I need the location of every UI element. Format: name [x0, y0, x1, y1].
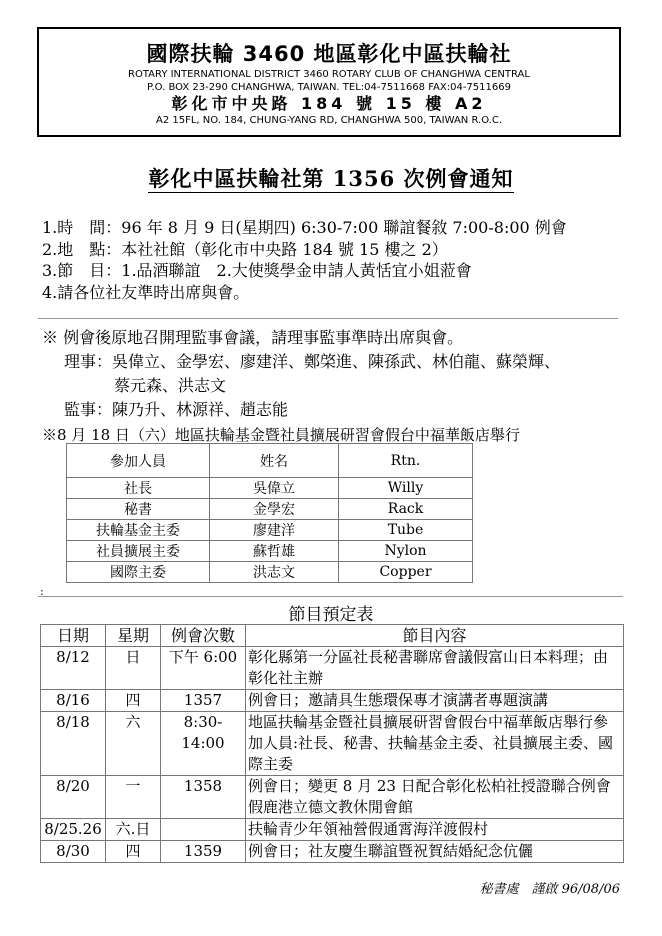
date-cell: 8/20 [41, 776, 106, 819]
board-memo [42, 326, 560, 422]
memo-line: ※ 例會後原地召開理監事會議，請理事監事準時出席與會。 [42, 328, 464, 347]
club-po-box: P.O. BOX 23-290 CHANGHWA, TAIWAN. TEL:04-7511668 FAX:04-7511669 [147, 82, 511, 93]
role-cell: 秘書 [67, 499, 210, 520]
role-cell: 扶輪基金主委 [67, 520, 210, 541]
table-row [41, 690, 624, 712]
divider [38, 318, 618, 319]
name-cell: 洪志文 [210, 562, 339, 583]
directors-line: 理事：吳偉立、金學宏、廖建洋、鄭棨進、陳孫武、林伯龍、蘇榮輝、 [64, 352, 561, 371]
date-cell: 8/12 [41, 647, 106, 690]
signature-line: 秘書處 謹啟 96/08/06 [479, 882, 620, 897]
table-row [41, 776, 624, 819]
date-cell: 8/16 [41, 690, 106, 712]
meeting-no-cell: 1359 [161, 841, 246, 863]
schedule-table [40, 624, 624, 863]
header-cell: 日期 [41, 625, 106, 647]
letterhead-box [37, 27, 621, 137]
content-cell: 例會日；邀請具生態環保專才演講者專題演講 [246, 690, 624, 712]
table-row [67, 478, 473, 499]
header-cell: 姓名 [210, 444, 339, 478]
table-row [41, 712, 624, 776]
rtn-cell: Rack [339, 499, 473, 520]
table-row [67, 541, 473, 562]
notice-title-text: 彰化中區扶輪社第 1356 次例會通知 [148, 166, 514, 191]
event-line: ※8 月 18 日（六）地區扶輪基金暨社員擴展研習會假台中福華飯店舉行 [42, 426, 520, 444]
table-row [41, 647, 624, 690]
content-cell: 例會日；變更 8 月 23 日配合彰化松柏社授證聯合例會假鹿港立德文教休閒會館 [246, 776, 624, 819]
name-cell: 廖建洋 [210, 520, 339, 541]
meeting-no-cell: 1357 [161, 690, 246, 712]
date-cell: 8/30 [41, 841, 106, 863]
weekday-cell: 四 [106, 841, 161, 863]
weekday-cell: 六 [106, 712, 161, 776]
notice-title [0, 163, 662, 193]
item-attendance: 4.請各位社友準時出席與會。 [42, 282, 250, 302]
table-row [67, 499, 473, 520]
role-cell: 國際主委 [67, 562, 210, 583]
table-header-row [41, 625, 624, 647]
item-program: 3.節 目：1.品酒聯誼 2.大使獎學金申請人黃恬宜小姐蒞會 [42, 261, 472, 280]
rtn-cell: Tube [339, 520, 473, 541]
weekday-cell: 六.日 [106, 819, 161, 841]
table-row [41, 819, 624, 841]
content-cell: 例會日；社友慶生聯誼暨祝賀結婚紀念伉儷 [246, 841, 624, 863]
weekday-cell: 四 [106, 690, 161, 712]
date-cell: 8/18 [41, 712, 106, 776]
content-cell: 扶輪青少年領袖營假通霄海洋渡假村 [246, 819, 624, 841]
rtn-cell: Copper [339, 562, 473, 583]
name-cell: 蘇哲雄 [210, 541, 339, 562]
club-address-zh: 彰化市中央路 184 號 15 樓 A2 [171, 94, 487, 113]
meeting-no-cell: 下午 6:00 [161, 647, 246, 690]
content-cell: 彰化縣第一分區社長秘書聯席會議假富山日本料理；由彰化社主辦 [246, 647, 624, 690]
participants-table [66, 443, 473, 583]
divider [38, 596, 623, 597]
header-cell: 參加人員 [67, 444, 210, 478]
table-header-row [67, 444, 473, 478]
header-cell: 節目內容 [246, 625, 624, 647]
header-cell: 星期 [106, 625, 161, 647]
item-time: 1.時 間：96 年 8 月 9 日(星期四) 6:30-7:00 聯誼餐敘 7:00-8:00 例會 [42, 218, 567, 237]
header-cell: Rtn. [339, 444, 473, 478]
content-cell: 地區扶輪基金暨社員擴展研習會假台中福華飯店舉行參加人員:社長、秘書、扶輪基金主委、社員擴展主委、國際主委 [246, 712, 624, 776]
rtn-cell: Nylon [339, 541, 473, 562]
table-row [67, 562, 473, 583]
table-row [67, 520, 473, 541]
meeting-no-cell: 1358 [161, 776, 246, 819]
item-place: 2.地 點：本社社館（彰化市中央路 184 號 15 樓之 2） [42, 239, 448, 259]
header-cell: 例會次數 [161, 625, 246, 647]
role-cell: 社員擴展主委 [67, 541, 210, 562]
role-cell: 社長 [67, 478, 210, 499]
meeting-no-cell [161, 819, 246, 841]
supervisors-line: 監事：陳乃升、林源祥、趙志能 [64, 400, 289, 419]
directors-line-2: 蔡元森、洪志文 [114, 376, 227, 395]
meeting-no-cell: 8:30-14:00 [161, 712, 246, 776]
rtn-cell: Willy [339, 478, 473, 499]
stray-colon: : [40, 585, 44, 598]
weekday-cell: 一 [106, 776, 161, 819]
club-english-name: ROTARY INTERNATIONAL DISTRICT 3460 ROTARY CLUB OF CHANGHWA CENTRAL [128, 69, 530, 80]
date-cell: 8/25.26 [41, 819, 106, 841]
name-cell: 金學宏 [210, 499, 339, 520]
club-address-en: A2 15FL, NO. 184, CHUNG-YANG RD, CHANGHWA 500, TAIWAN R.O.C. [155, 115, 503, 126]
table-row [41, 841, 624, 863]
meeting-items [42, 217, 567, 303]
club-title: 國際扶輪 3460 地區彰化中區扶輪社 [146, 42, 512, 66]
name-cell: 吳偉立 [210, 478, 339, 499]
schedule-title: 節目預定表 [288, 605, 374, 625]
weekday-cell: 日 [106, 647, 161, 690]
